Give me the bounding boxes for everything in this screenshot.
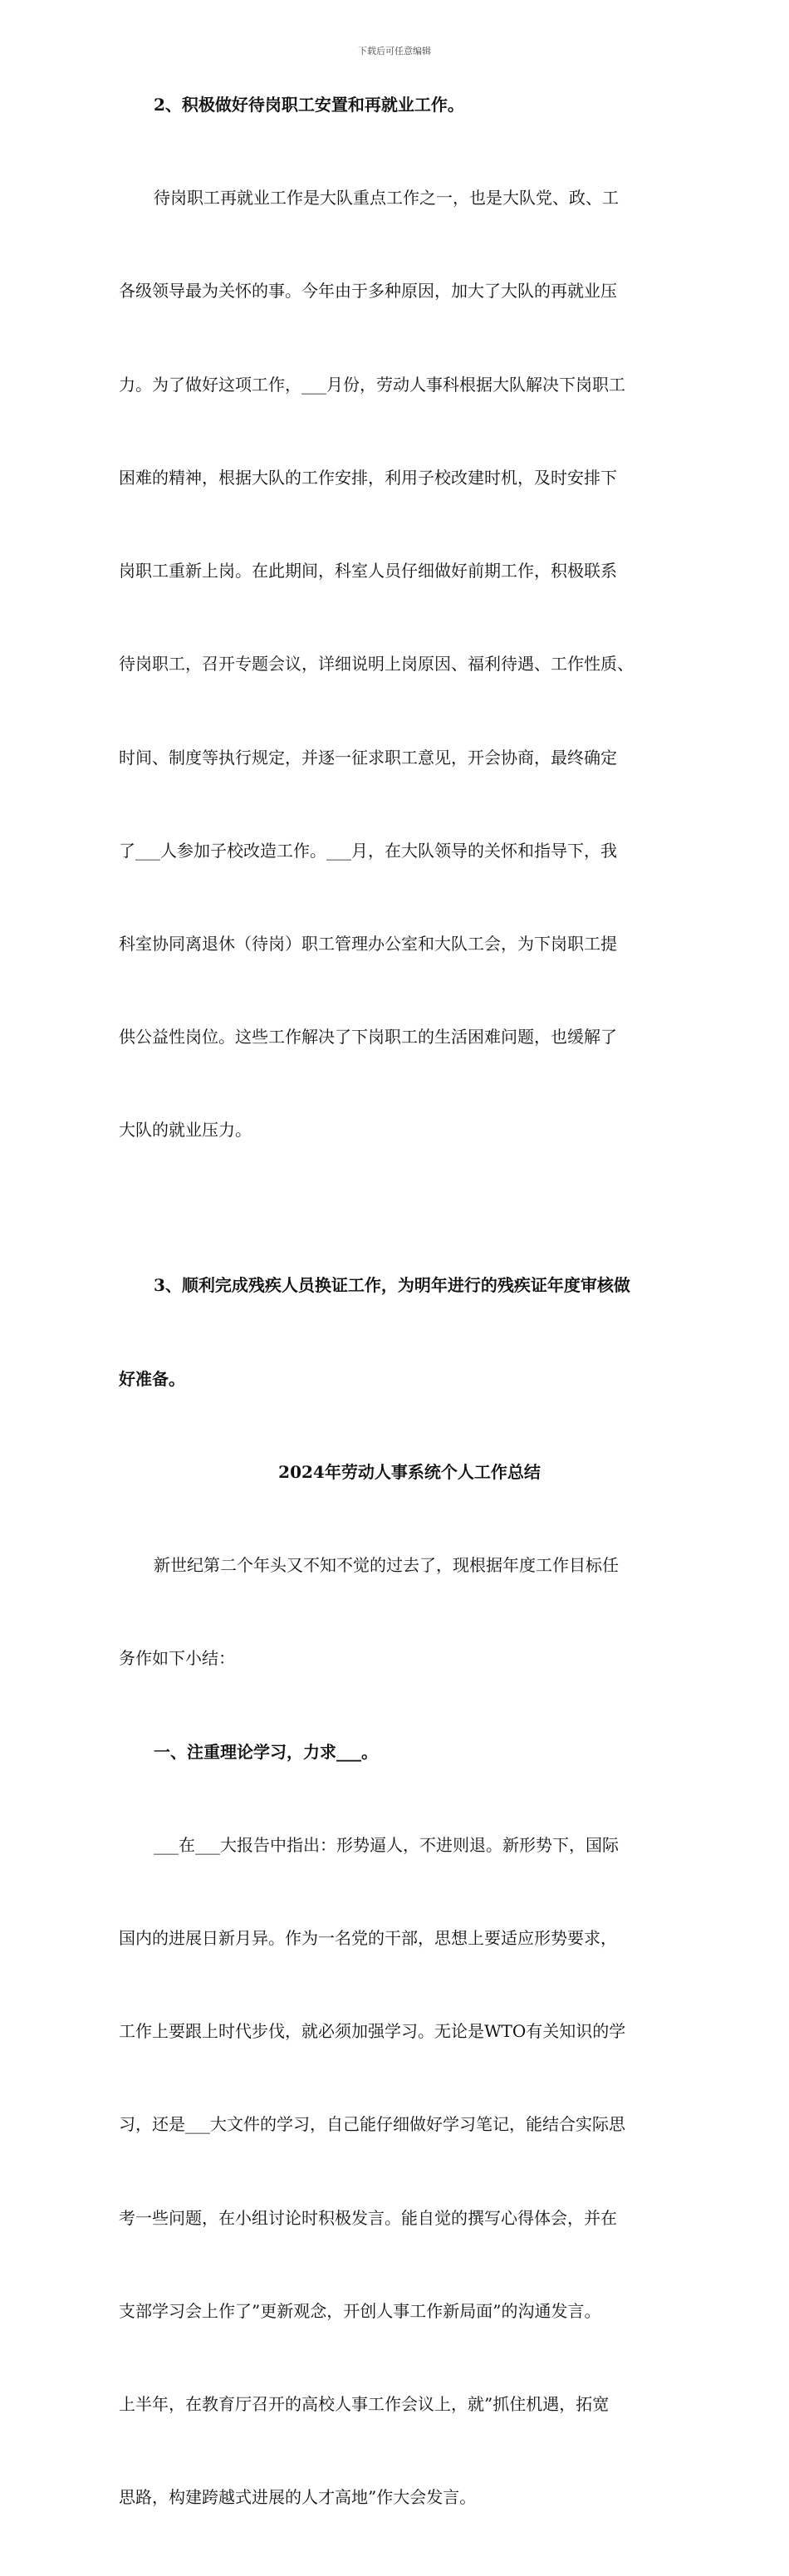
- heading-line: 好准备。: [119, 1368, 185, 1389]
- paragraph-line: 时间、制度等执行规定，并逐一征求职工意见，开会协商，最终确定: [119, 747, 617, 768]
- paragraph-line: 困难的精神，根据大队的工作安排，利用子校改建时机，及时安排下: [119, 467, 617, 488]
- paragraph-line: 新世纪第二个年头又不知不觉的过去了，现根据年度工作目标任: [154, 1555, 619, 1576]
- paragraph-line: 习，还是___大文件的学习，自己能仔细做好学习笔记，能结合实际思: [119, 2114, 625, 2135]
- paragraph-line: 国内的进展日新月异。作为一名党的干部，思想上要适应形势要求，: [119, 1927, 617, 1948]
- paragraph-line: 工作上要跟上时代步伐，就必须加强学习。无论是WTO有关知识的学: [119, 2021, 626, 2042]
- paragraph-line: 大队的就业压力。: [119, 1120, 252, 1141]
- section-2-heading: 2、积极做好待岗职工安置和再就业工作。: [154, 95, 464, 115]
- paragraph-line: 岗职工重新上岗。在此期间，科室人员仔细做好前期工作，积极联系: [119, 561, 617, 581]
- paragraph-line: 考一些问题，在小组讨论时积极发言。能自觉的撰写心得体会，并在: [119, 2207, 617, 2228]
- part-1-heading: 一、注重理论学习，力求___。: [154, 1741, 378, 1762]
- paragraph-line: 各级领导最为关怀的事。今年由于多种原因，加大了大队的再就业压: [119, 281, 617, 302]
- paragraph-line: 供公益性岗位。这些工作解决了下岗职工的生活困难问题，也缓解了: [119, 1027, 617, 1048]
- paragraph-line: 思路，构建跨越式进展的人才高地”作大会发言。: [119, 2487, 477, 2508]
- paragraph-line: 上半年，在教育厅召开的高校人事工作会议上，就”抓住机遇，拓宽: [119, 2394, 610, 2415]
- paragraph-line: 力。为了做好这项工作，___月份，劳动人事科根据大队解决下岗职工: [119, 374, 625, 395]
- paragraph-line: 务作如下小结：: [119, 1648, 235, 1669]
- document-title: 2024年劳动人事系统个人工作总结: [278, 1461, 541, 1482]
- paragraph-line: 支部学习会上作了”更新观念，开创人事工作新局面”的沟通发言。: [119, 2300, 601, 2321]
- paragraph-line: 科室协同离退休（待岗）职工管理办公室和大队工会，为下岗职工提: [119, 933, 617, 954]
- section-3-heading: [119, 1209, 692, 1457]
- document-body: [119, 90, 692, 2576]
- paragraph-line: 了___人参加子校改造工作。___月，在大队领导的关怀和指导下，我: [119, 840, 617, 861]
- part-1-paragraph: [119, 1768, 692, 2576]
- paragraph-line: 待岗职工再就业工作是大队重点工作之一，也是大队党、政、工: [154, 188, 619, 209]
- intro-paragraph: [119, 1488, 692, 1736]
- page-header-note: 下载后可任意编辑: [358, 46, 431, 56]
- paragraph-line: 待岗职工，召开专题会议，详细说明上岗原因、福利待遇、工作性质、: [119, 654, 634, 675]
- section-2-paragraph: [119, 120, 692, 1208]
- heading-line: 3、顺利完成残疾人员换证工作，为明年进行的残疾证年度审核做: [154, 1275, 630, 1296]
- paragraph-line: ___在___大报告中指出：形势逼人，不进则退。新形势下，国际: [154, 1834, 619, 1855]
